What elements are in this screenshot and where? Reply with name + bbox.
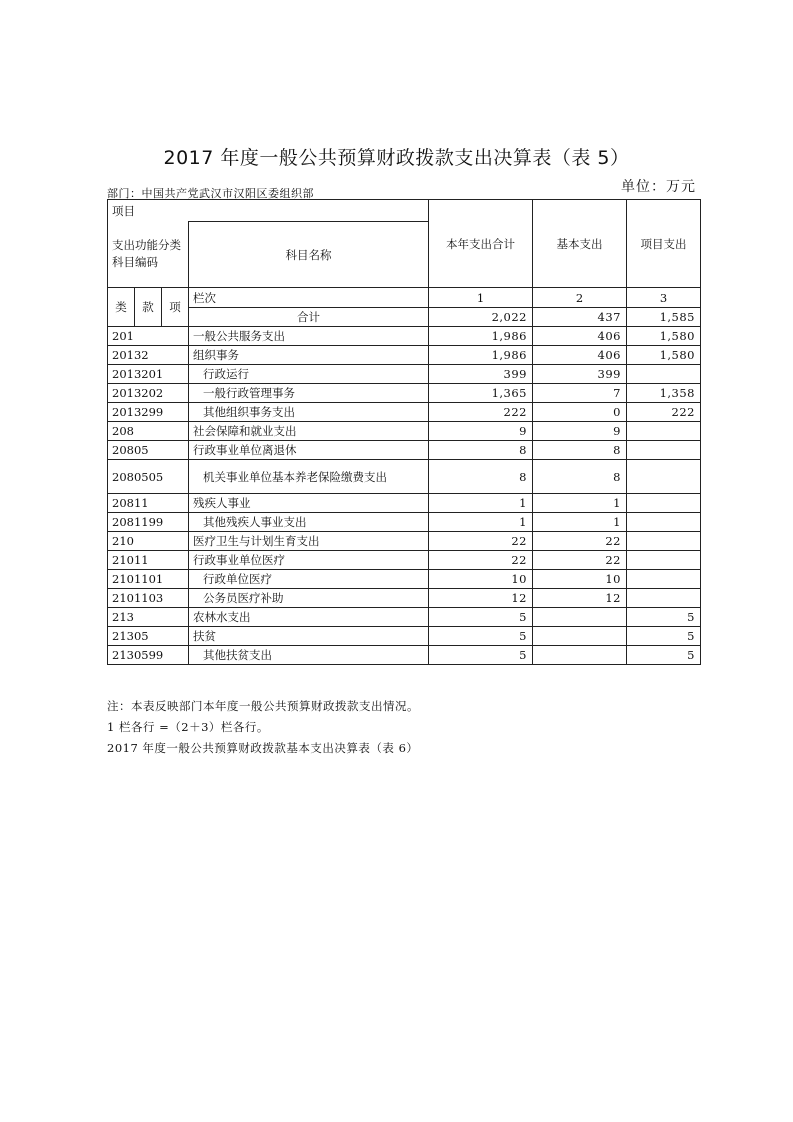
row-basic: 9 [533,422,627,441]
row-total: 5 [429,646,533,665]
header-total: 本年支出合计 [429,200,533,288]
table-row [108,532,701,551]
table-row [108,589,701,608]
header-xiang: 项 [162,288,189,327]
note-line: 注：本表反映部门本年度一般公共预算财政拨款支出情况。 [107,699,419,713]
row-name: 一般公共服务支出 [189,327,429,346]
header-subject-name: 科目名称 [189,222,429,288]
row-project [627,589,701,608]
department-label: 部门：中国共产党武汉市汉阳区委组织部 [107,187,314,200]
row-basic: 1 [533,494,627,513]
row-project [627,460,701,494]
summary-project: 1,585 [627,308,701,327]
row-code: 2013299 [108,403,189,422]
table-row [108,494,701,513]
row-name: 医疗卫生与计划生育支出 [189,532,429,551]
header-row-columns [108,288,701,308]
expenditure-table [107,199,701,665]
table-row [108,441,701,460]
header-col3: 3 [627,288,701,308]
row-name: 行政单位医疗 [189,570,429,589]
row-project: 5 [627,627,701,646]
row-project [627,532,701,551]
row-project [627,422,701,441]
row-name: 机关事业单位基本养老保险缴费支出 [189,460,429,494]
summary-total: 2,022 [429,308,533,327]
row-basic: 22 [533,551,627,570]
row-project [627,441,701,460]
header-row-project [108,200,701,222]
row-basic [533,608,627,627]
row-basic: 7 [533,384,627,403]
table-row [108,422,701,441]
row-code: 2101103 [108,589,189,608]
table-row [108,384,701,403]
row-name: 其他组织事务支出 [189,403,429,422]
row-project [627,570,701,589]
row-basic: 399 [533,365,627,384]
row-name: 社会保障和就业支出 [189,422,429,441]
row-total: 12 [429,589,533,608]
row-name: 组织事务 [189,346,429,365]
row-name: 一般行政管理事务 [189,384,429,403]
row-code: 20805 [108,441,189,460]
row-total: 5 [429,627,533,646]
row-basic: 406 [533,327,627,346]
table-row [108,608,701,627]
table-row [108,346,701,365]
row-total: 1,365 [429,384,533,403]
row-project: 222 [627,403,701,422]
row-basic: 8 [533,460,627,494]
summary-row [108,308,701,327]
header-project-expense: 项目支出 [627,200,701,288]
row-code: 2101101 [108,570,189,589]
header-col2: 2 [533,288,627,308]
header-basic: 基本支出 [533,200,627,288]
row-total: 8 [429,460,533,494]
row-code: 210 [108,532,189,551]
note-line: 1 栏各行 =（2＋3）栏各行。 [107,720,269,734]
row-project: 5 [627,608,701,627]
row-basic: 12 [533,589,627,608]
row-basic: 10 [533,570,627,589]
row-code: 20811 [108,494,189,513]
row-total: 8 [429,441,533,460]
row-total: 1 [429,513,533,532]
row-project [627,513,701,532]
row-basic [533,646,627,665]
header-project: 项目 [108,200,429,222]
row-code: 2130599 [108,646,189,665]
table-row [108,513,701,532]
row-basic: 8 [533,441,627,460]
header-func-code: 支出功能分类科目编码 [108,222,189,288]
row-code: 20132 [108,346,189,365]
page-title: 2017 年度一般公共预算财政拨款支出决算表（表 5） [163,147,630,169]
row-name: 残疾人事业 [189,494,429,513]
row-project: 1,358 [627,384,701,403]
header-kuan: 款 [135,288,162,327]
row-basic: 22 [533,532,627,551]
note-line: 2017 年度一般公共预算财政拨款基本支出决算表（表 6） [107,741,419,755]
table-row [108,570,701,589]
row-code: 2081199 [108,513,189,532]
row-code: 2013201 [108,365,189,384]
row-name: 其他扶贫支出 [189,646,429,665]
table-row [108,551,701,570]
header-lanci: 栏次 [189,288,429,308]
row-basic: 1 [533,513,627,532]
row-total: 22 [429,532,533,551]
row-basic: 0 [533,403,627,422]
table-row [108,327,701,346]
row-total: 22 [429,551,533,570]
row-name: 行政事业单位离退休 [189,441,429,460]
row-code: 21011 [108,551,189,570]
row-project [627,365,701,384]
row-code: 2013202 [108,384,189,403]
row-project [627,494,701,513]
row-project: 5 [627,646,701,665]
row-project: 1,580 [627,327,701,346]
row-total: 222 [429,403,533,422]
row-code: 213 [108,608,189,627]
summary-label: 合计 [189,308,429,327]
row-code: 21305 [108,627,189,646]
row-code: 201 [108,327,189,346]
table-row [108,460,701,494]
row-total: 1,986 [429,346,533,365]
notes [107,696,419,759]
unit-label: 单位：万元 [621,179,696,195]
header-col1: 1 [429,288,533,308]
row-total: 1,986 [429,327,533,346]
row-total: 9 [429,422,533,441]
row-basic [533,627,627,646]
summary-basic: 437 [533,308,627,327]
row-name: 扶贫 [189,627,429,646]
row-total: 1 [429,494,533,513]
row-total: 399 [429,365,533,384]
row-code: 2080505 [108,460,189,494]
row-project [627,551,701,570]
row-name: 公务员医疗补助 [189,589,429,608]
table-row [108,365,701,384]
row-basic: 406 [533,346,627,365]
table-row [108,403,701,422]
row-project: 1,580 [627,346,701,365]
header-lei: 类 [108,288,135,327]
row-code: 208 [108,422,189,441]
table-row [108,627,701,646]
table-row [108,646,701,665]
row-name: 行政事业单位医疗 [189,551,429,570]
row-name: 其他残疾人事业支出 [189,513,429,532]
row-name: 行政运行 [189,365,429,384]
row-name: 农林水支出 [189,608,429,627]
row-total: 10 [429,570,533,589]
row-total: 5 [429,608,533,627]
